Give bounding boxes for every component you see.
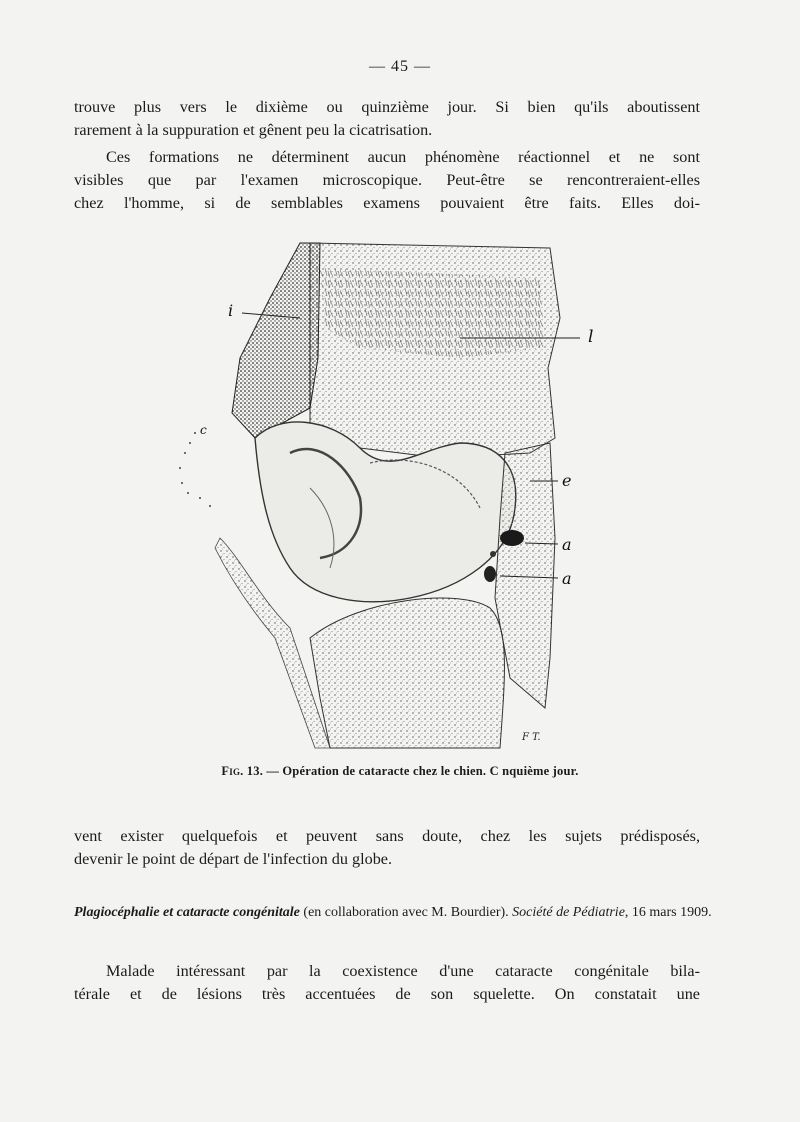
lower-block <box>310 598 504 748</box>
caption-text: — Opération de cataracte chez le chien. C nquième jour. <box>263 764 579 778</box>
text-line: chez l'homme, si de semblables examens pouvaient être faits. Elles doi- <box>74 194 700 212</box>
bibliographic-reference <box>74 903 714 922</box>
label-a1: a <box>562 535 572 554</box>
ref-society: Société de Pédiatrie <box>512 905 625 920</box>
text-line: térale et de lésions très accentuées de son squelette. On constatait une <box>74 985 700 1003</box>
paragraph-4 <box>74 960 700 1006</box>
text-line: trouve plus vers le dixième ou quinzième jour. Si bien qu'ils aboutissent <box>74 98 700 116</box>
text-line: Malade intéressant par la coexistence d'une cataracte congénitale bila- <box>106 962 700 980</box>
nodule-a2 <box>484 566 496 582</box>
paragraph-3 <box>74 825 700 871</box>
label-e: e <box>562 471 572 490</box>
ref-title: Plagiocéphalie et cataracte congénitale <box>74 905 300 920</box>
label-i: i <box>228 301 234 320</box>
text-line: devenir le point de départ de l'infection du globe. <box>74 850 393 868</box>
label-a2: a <box>562 569 572 588</box>
figure-caption <box>0 764 800 779</box>
caption-prefix: Fig. 13. <box>221 764 264 778</box>
paragraph-1 <box>74 96 700 142</box>
text-line: rarement à la suppuration et gênent peu la cicatrisation. <box>74 121 433 139</box>
paragraph-2 <box>74 146 700 215</box>
figure-illustration <box>160 238 600 753</box>
ref-collab: (en collaboration avec M. Bourdier). <box>299 905 513 920</box>
page-number: — 45 — <box>369 58 431 75</box>
label-l: l <box>588 327 594 347</box>
text-line: visibles que par l'examen microscopique. Peut-être se rencontreraient-elles <box>74 171 700 189</box>
nodule-a1 <box>500 530 524 546</box>
text-line: Ces formations ne déterminent aucun phénomène réactionnel et ne sont <box>106 148 700 166</box>
iris-band <box>232 243 320 438</box>
ref-date: , 16 mars 1909. <box>624 905 712 920</box>
artist-signature: F T. <box>522 732 541 743</box>
text-line: vent exister quelquefois et peuvent sans doute, chez les sujets prédisposés, <box>74 827 700 845</box>
label-c: c <box>200 423 207 437</box>
